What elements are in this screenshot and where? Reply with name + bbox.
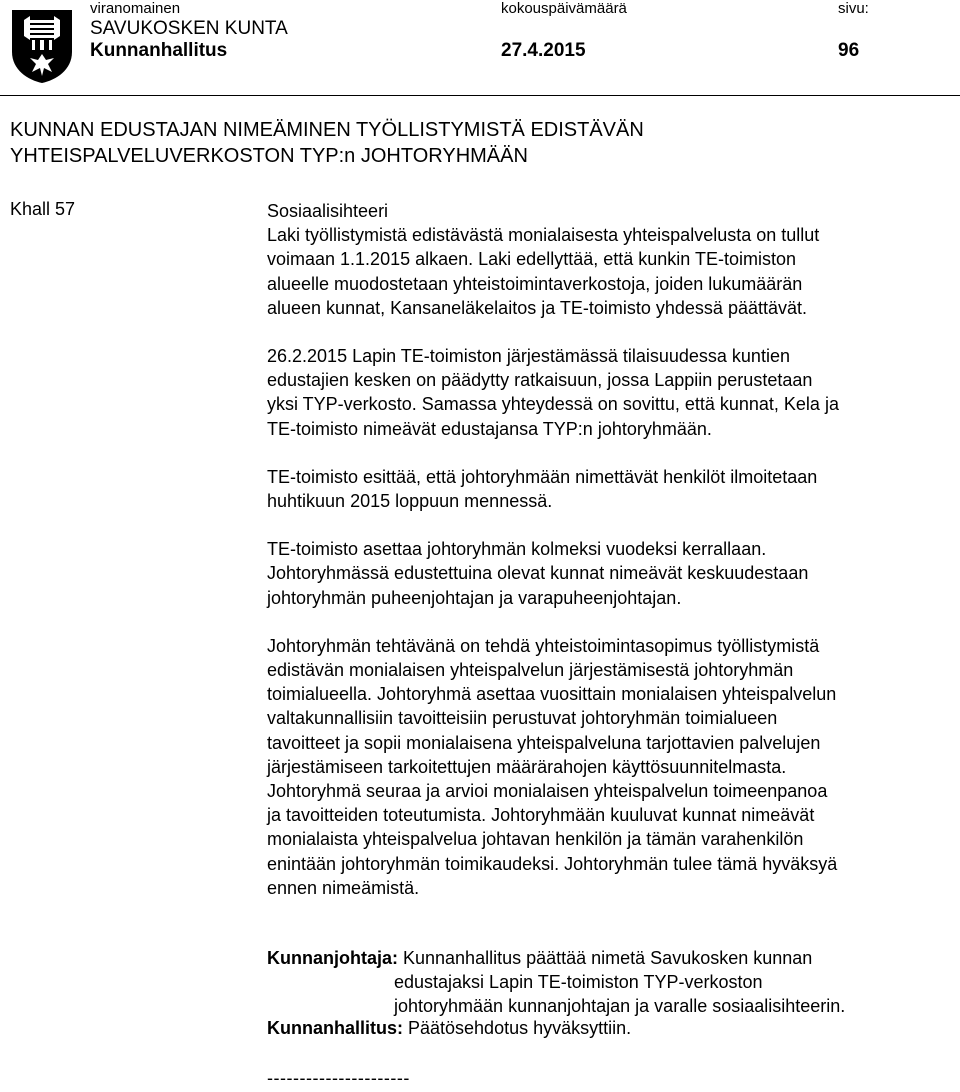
proposal-first-line: Kunnanhallitus päättää nimetä Savukosken kunnan [398, 948, 813, 968]
header-label-date: kokouspäivämäärä [501, 0, 627, 17]
header-municipality: SAVUKOSKEN KUNTA [90, 18, 288, 39]
header-date: 27.4.2015 [501, 40, 586, 61]
line: alueelle muodostetaan yhteistoimintaverkostoja, joiden lukumäärän [267, 273, 803, 294]
paragraph [267, 634, 957, 900]
line: edustajien kesken on päädytty ratkaisuun, jossa Lappiin perustetaan [267, 370, 813, 391]
line: ennen nimeämistä. [267, 877, 420, 898]
line: TE-toimisto nimeävät edustajansa TYP:n johtoryhmään. [267, 418, 712, 439]
preparer: Sosiaalisihteeri [267, 201, 389, 221]
line: Johtoryhmässä edustettuina olevat kunnat nimeävät keskuudestaan [267, 563, 809, 584]
section-body [267, 199, 957, 900]
header-label-entity: viranomainen [90, 0, 181, 17]
separator-line: ---------------------- [267, 1068, 410, 1088]
line: edistävän monialaisen yhteispalvelun järjestämisestä johtoryhmän [267, 660, 794, 681]
decision [267, 1016, 631, 1040]
line: tavoitteet ja sopii monialaisena yhteispalveluna tarjottavien palvelujen [267, 732, 821, 753]
line: 26.2.2015 Lapin TE-toimiston järjestämässä tilaisuudessa kuntien [267, 346, 790, 367]
proposal [267, 946, 957, 1019]
line: toimialueella. Johtoryhmä asettaa vuosittain monialaisen yhteispalvelun [267, 684, 837, 705]
line: TE-toimisto esittää, että johtoryhmään nimettävät henkilöt ilmoitetaan [267, 466, 818, 487]
line: johtoryhmän puheenjohtajan ja varapuheenjohtajan. [267, 587, 682, 608]
proposal-label: Kunnanjohtaja: [267, 948, 398, 968]
header-label-page: sivu: [838, 0, 869, 17]
municipality-coat-of-arms-logo [10, 8, 74, 84]
header-body: Kunnanhallitus [90, 40, 228, 61]
line: monialaista yhteispalvelua johtavan henkilön ja tämän varahenkilön [267, 829, 804, 850]
proposal-line: johtoryhmään kunnanjohtajan ja varalle sosiaalisihteerin. [394, 996, 846, 1017]
line: Johtoryhmä seuraa ja arvioi monialaisen yhteispalvelun toimeenpanoa [267, 781, 828, 802]
line: valtakunnallisiin tavoitteisiin perustuvat johtoryhmän toimialueen [267, 708, 778, 729]
header-divider [0, 95, 960, 96]
section-number: Khall 57 [10, 199, 76, 219]
paragraph [267, 465, 957, 513]
line: voimaan 1.1.2015 alkaen. Laki edellyttää, että kunkin TE-toimiston [267, 249, 796, 270]
line: järjestämiseen tarkoitettujen määrärahojen käyttösuunnitelmasta. [267, 756, 787, 777]
title-line-2: YHTEISPALVELUVERKOSTON TYP:n JOHTORYHMÄÄN [10, 145, 528, 167]
line: enintään johtoryhmän toimikaudeksi. Johtoryhmän tulee tämä hyväksyä [267, 853, 838, 874]
line: Laki työllistymistä edistävästä monialaisesta yhteispalvelusta on tullut [267, 225, 820, 246]
line: ja tavoitteiden toteutumista. Johtoryhmään kuuluvat kunnat nimeävät [267, 805, 815, 826]
document-title [10, 117, 644, 169]
line: alueen kunnat, Kansaneläkelaitos ja TE-toimisto yhdessä päättävät. [267, 297, 807, 318]
paragraph [267, 537, 957, 610]
header-page-number: 96 [838, 40, 860, 61]
line: yksi TYP-verkosto. Samassa yhteydessä on sovittu, että kunnat, Kela ja [267, 394, 839, 415]
title-line-1: KUNNAN EDUSTAJAN NIMEÄMINEN TYÖLLISTYMISTÄ EDISTÄVÄN [10, 119, 644, 141]
decision-label: Kunnanhallitus: [267, 1018, 403, 1038]
paragraph [267, 344, 957, 441]
proposal-line: edustajaksi Lapin TE-toimiston TYP-verkoston [394, 972, 763, 993]
line: Johtoryhmän tehtävänä on tehdä yhteistoimintasopimus työllistymistä [267, 635, 820, 656]
paragraph [267, 223, 957, 320]
line: TE-toimisto asettaa johtoryhmän kolmeksi vuodeksi kerrallaan. [267, 539, 767, 560]
line: huhtikuun 2015 loppuun mennessä. [267, 491, 553, 512]
decision-text: Päätösehdotus hyväksyttiin. [403, 1018, 632, 1038]
